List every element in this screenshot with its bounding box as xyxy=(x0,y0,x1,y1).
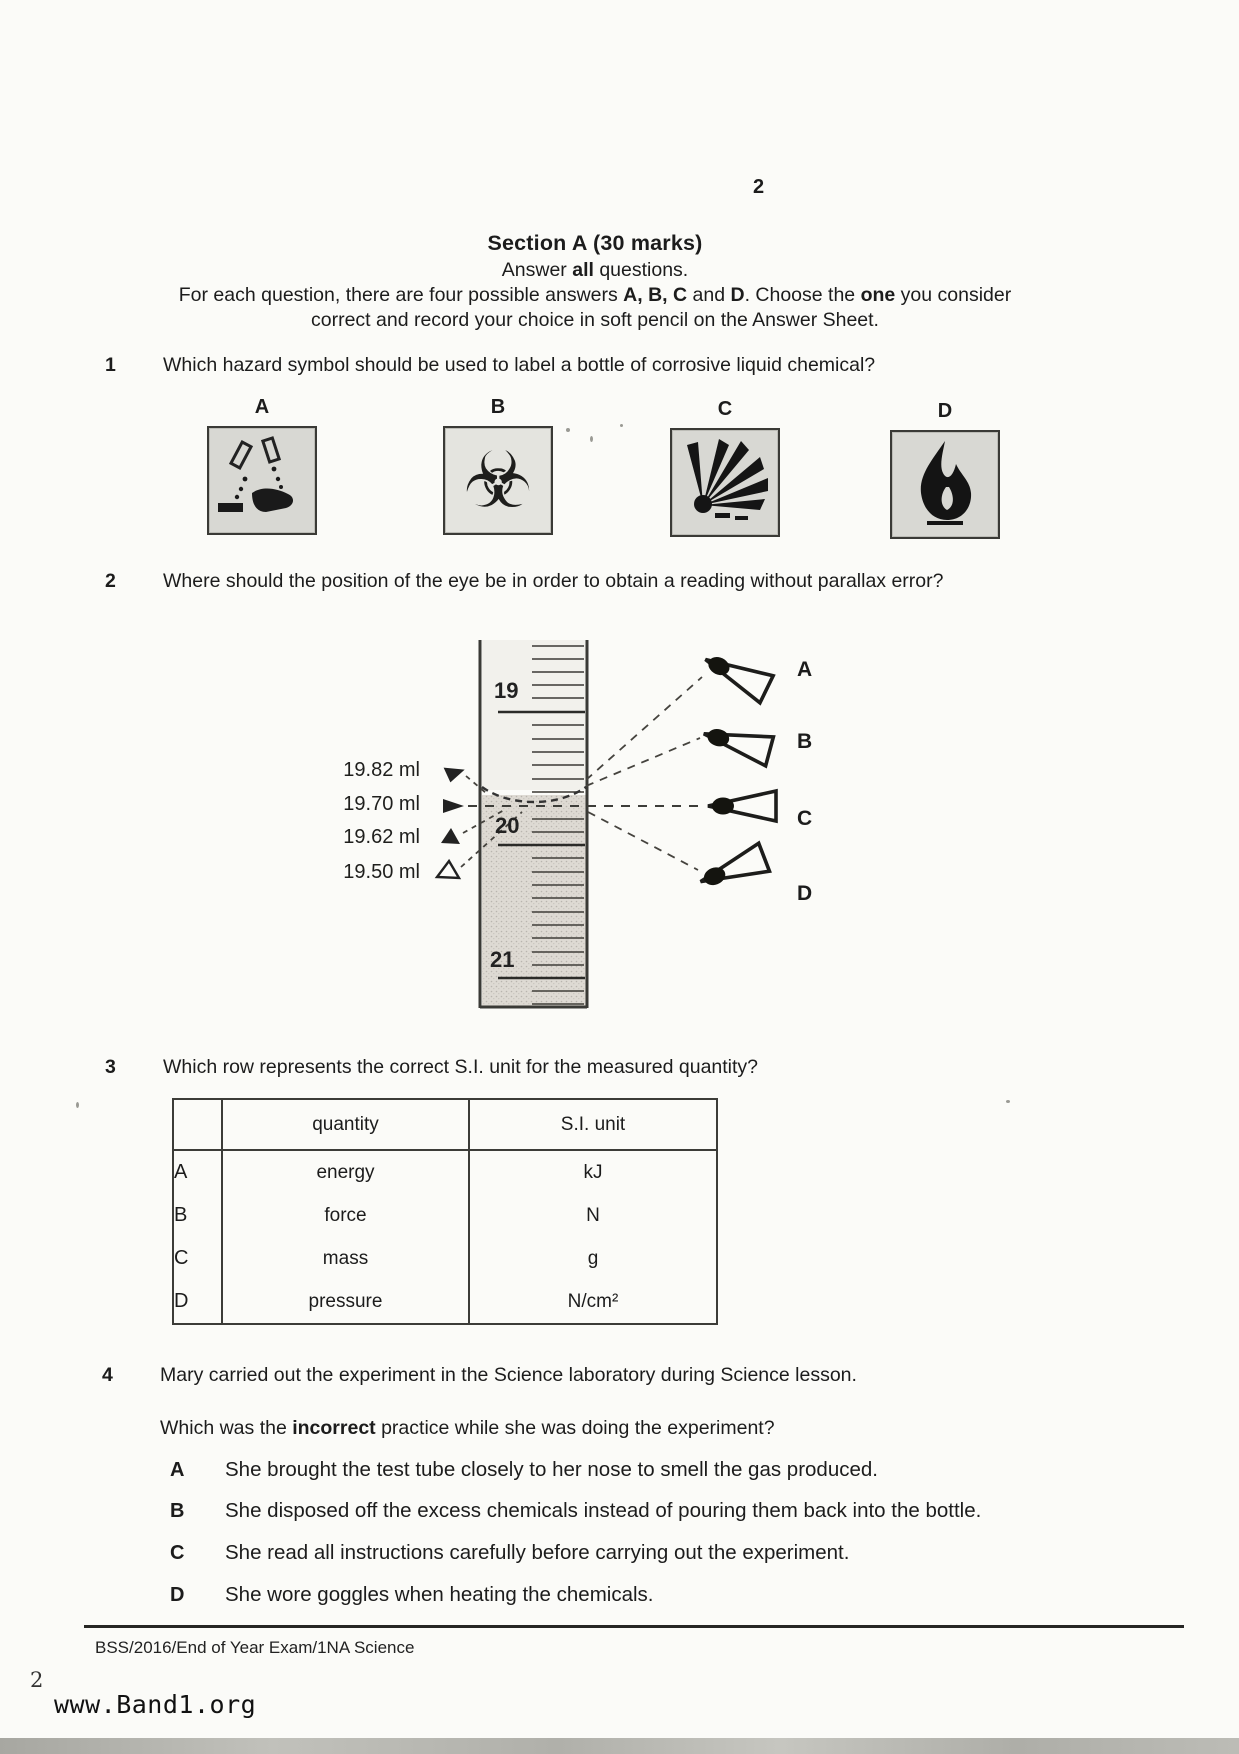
q4-number: 4 xyxy=(102,1364,113,1386)
exam-reference: BSS/2016/End of Year Exam/1NA Science xyxy=(95,1638,415,1657)
table-corner-cell xyxy=(173,1099,222,1150)
page-number-bottom: 2 xyxy=(30,1668,44,1692)
measuring-cylinder-diagram xyxy=(270,630,870,1020)
si-unit-table xyxy=(172,1098,718,1325)
q4-option-d-text: She wore goggles when heating the chemicals. xyxy=(225,1583,654,1606)
explosive-hazard-icon xyxy=(670,428,780,537)
arrow-19-70 xyxy=(443,799,464,813)
q1-option-c-label: C xyxy=(717,398,733,420)
q4-intro: Mary carried out the experiment in the Science laboratory during Science lesson. xyxy=(160,1364,857,1386)
scale-label-20: 20 xyxy=(495,813,520,838)
eye-label-b: B xyxy=(797,730,813,753)
biohazard-icon: ☣ xyxy=(443,426,553,535)
answer-all-instruction: Answer all questions. xyxy=(501,259,689,281)
eye-icon-c xyxy=(708,791,776,821)
arrow-19-62 xyxy=(441,828,460,844)
q4-option-b-label: B xyxy=(170,1500,185,1522)
flammable-hazard-icon xyxy=(890,430,1000,539)
reading-19-62: 19.62 ml xyxy=(343,826,420,848)
corrosive-hazard-icon xyxy=(207,426,317,535)
q1-option-d xyxy=(890,400,1000,539)
section-title: Section A (30 marks) xyxy=(487,231,703,255)
table-row: A energy kJ xyxy=(173,1150,717,1194)
eye-icon-a xyxy=(699,646,773,703)
q4-option-a-text: She brought the test tube closely to her nose to smell the gas produced. xyxy=(225,1458,878,1481)
scan-noise-dot xyxy=(76,1102,79,1108)
scale-label-21: 21 xyxy=(490,947,515,972)
q2-text: Where should the position of the eye be in order to obtain a reading without parallax error? xyxy=(163,570,944,592)
q1-option-b-label: B xyxy=(490,396,506,418)
cylinder-air-region xyxy=(482,640,586,790)
instruction-line-1: For each question, there are four possible answers A, B, C and D. Choose the one you consider xyxy=(178,284,1012,306)
arrow-19-82 xyxy=(444,763,467,783)
reading-19-82: 19.82 ml xyxy=(343,759,420,781)
q4-question: Which was the incorrect practice while she was doing the experiment? xyxy=(160,1417,775,1439)
q1-text: Which hazard symbol should be used to label a bottle of corrosive liquid chemical? xyxy=(163,354,876,376)
scan-noise-dot xyxy=(590,436,593,442)
reading-19-50: 19.50 ml xyxy=(343,861,420,883)
scale-label-19: 19 xyxy=(494,678,519,703)
eye-label-a: A xyxy=(797,658,813,681)
q1-option-a-label: A xyxy=(254,396,270,418)
sight-lines xyxy=(586,677,702,870)
q3-number: 3 xyxy=(105,1056,116,1078)
instruction-line-2: correct and record your choice in soft pencil on the Answer Sheet. xyxy=(311,309,879,331)
reading-19-70: 19.70 ml xyxy=(343,793,420,815)
page-number-top: 2 xyxy=(753,176,765,198)
q4-option-b-text: She disposed off the excess chemicals instead of pouring them back into the bottle. xyxy=(225,1499,982,1522)
table-row: B force N xyxy=(173,1194,717,1237)
watermark-url: www.Band1.org xyxy=(54,1690,257,1719)
q1-number: 1 xyxy=(105,354,116,376)
footer-rule xyxy=(84,1625,1184,1628)
eye-icon-d xyxy=(695,843,769,895)
q1-option-d-label: D xyxy=(937,400,953,422)
table-header-quantity: quantity xyxy=(222,1099,469,1150)
scan-edge-band xyxy=(0,1738,1239,1754)
arrow-19-50 xyxy=(437,861,459,878)
eye-label-d: D xyxy=(797,882,813,905)
q4-option-c-label: C xyxy=(170,1542,185,1564)
q4-option-c-text: She read all instructions carefully before carrying out the experiment. xyxy=(225,1541,850,1564)
q4-option-d-label: D xyxy=(170,1584,185,1606)
q1-option-a xyxy=(207,396,317,535)
q1-option-b xyxy=(443,396,553,535)
eye-icon-b xyxy=(700,719,773,766)
q2-number: 2 xyxy=(105,570,116,592)
scan-noise-dot xyxy=(1006,1100,1010,1103)
table-row: D pressure N/cm² xyxy=(173,1280,717,1324)
table-header-si-unit: S.I. unit xyxy=(469,1099,717,1150)
q1-option-c xyxy=(670,398,780,537)
scan-noise-dot xyxy=(620,424,623,427)
table-row: C mass g xyxy=(173,1237,717,1280)
scan-noise-dot xyxy=(566,428,570,432)
q3-text: Which row represents the correct S.I. unit for the measured quantity? xyxy=(163,1056,759,1078)
q4-option-a-label: A xyxy=(170,1459,185,1481)
eye-label-c: C xyxy=(797,807,813,830)
